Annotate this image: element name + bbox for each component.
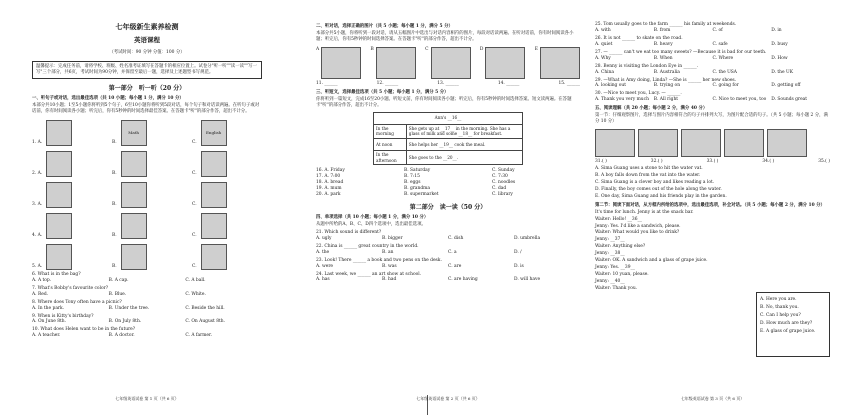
dialogue	[595, 210, 735, 292]
option-letter: B.	[112, 170, 117, 176]
section3-title: 三、听短文，选择最佳选项（共 5 小题；每小题 1 分，满分 5 分）	[316, 89, 449, 95]
answer-option: C. A farmer.	[185, 333, 213, 339]
answer-option: C. library	[492, 192, 513, 197]
option-letter: C.	[192, 201, 197, 207]
story-sentence: A. Sima Guang uses a stone to hit the water vat.	[595, 166, 703, 171]
answer-option: A. looking out	[595, 83, 626, 89]
question-stem: 23. Look! There ______ a book and two pens on the desk.	[316, 257, 442, 263]
question-stem: 26. It is not ______ to skate on the road.	[595, 35, 683, 41]
exam-meta: （考试时间：90 分钟 分值：100 分）	[109, 50, 185, 56]
story-picture	[638, 129, 678, 157]
page-3	[595, 0, 830, 419]
answer-option: C. On August 8th.	[185, 319, 225, 325]
answer-option: A. Thank you very much	[595, 97, 649, 103]
option-picture	[201, 151, 227, 177]
option-picture	[121, 213, 147, 239]
box-option: A. Here you are.	[760, 297, 797, 302]
question-options	[316, 277, 580, 283]
answer-option: B. Australia	[653, 69, 680, 75]
question-stem: 6. What is in the bag?	[32, 271, 81, 277]
dialogue-line: Jenny: __40__	[595, 279, 625, 284]
answer-option: A. China	[595, 69, 614, 75]
answer-option: B. 7:15	[404, 174, 420, 180]
question-stem: 10. What does Helen want to be in the future?	[32, 327, 136, 333]
listening-picture	[535, 47, 580, 79]
option-picture: Math	[121, 120, 147, 146]
question-options	[32, 292, 262, 298]
answer-option: D. How	[771, 55, 788, 61]
dialogue-line: Jenny: Yes. I'd like a sandwich, please.	[595, 223, 681, 229]
answer-option: 16. A. Friday	[316, 168, 345, 174]
answer-option: C. 7:30	[492, 174, 508, 180]
option-picture	[201, 244, 227, 270]
answer-option: B. Under the tree.	[108, 305, 150, 311]
question-options	[595, 42, 830, 48]
option-picture	[201, 182, 227, 208]
answer-option: B. On July 8th.	[108, 319, 142, 325]
answer-blank: 33.( )	[706, 159, 719, 165]
option-letter: B.	[112, 201, 117, 207]
question-options	[316, 264, 580, 270]
answer-option: D. /	[514, 249, 522, 255]
answer-option: B. A cap.	[108, 277, 129, 283]
question-stem: 7. What's Bobby's favourite color?	[32, 285, 109, 291]
answer-option: B. was	[382, 263, 397, 269]
picture-option	[192, 182, 262, 208]
question-stem: 9. When is Kitty's birthday?	[32, 313, 94, 319]
option-letter: C.	[192, 170, 197, 176]
answer-blank: 14. ______	[497, 80, 520, 86]
answer-option: B. from	[653, 27, 671, 33]
story-picture	[767, 129, 807, 157]
picture-letter: E	[534, 46, 538, 52]
multiple-choice-questions-cont	[595, 22, 830, 103]
picture-box	[485, 47, 525, 79]
dialogue-line: Jenny: __38__	[595, 251, 625, 257]
picture-option	[32, 151, 102, 177]
answer-option: A. has	[316, 277, 330, 283]
question-stem: 30. —Nice to meet you, Lucy. — ______.	[595, 91, 682, 97]
answer-option: C. Nice to meet you, too	[712, 97, 767, 103]
picture-option	[192, 213, 262, 239]
listening-question-row	[316, 192, 580, 198]
exam-title: 七年级新生素养检测	[115, 22, 179, 31]
picture-letter: A	[316, 46, 320, 52]
option-letter: B.	[112, 263, 117, 269]
part1-title: 第一部分 听一听（20 分）	[108, 85, 186, 93]
dialogue-line: Waiter: Hello! __36__	[595, 216, 642, 222]
answer-option: D. umbrella	[514, 235, 541, 241]
part2-title: 第二部分 读一读（50 分）	[409, 203, 487, 211]
section2-pictures	[316, 47, 580, 79]
answer-option: D. busy	[771, 41, 788, 47]
answer-option: B. grandma	[404, 186, 430, 192]
section5-title: 五、阅读理解（共 20 小题；每小题 2 分，满分 40 分）	[595, 106, 708, 112]
question-options	[316, 236, 580, 242]
page-1	[32, 0, 262, 419]
option-picture	[121, 151, 147, 177]
picture-question-row	[32, 150, 262, 177]
schedule-content: She helps her __19__ cook the meal.	[406, 138, 522, 150]
answer-option: D. is	[514, 263, 524, 269]
answer-option: C. are	[448, 263, 462, 269]
picture-box	[321, 47, 361, 79]
option-picture	[46, 244, 72, 270]
answer-option: A. On June 8th.	[32, 319, 66, 325]
question-stem: 27. — ______ can't we eat too many sweets? —Because it is bad for our teeth.	[595, 49, 767, 55]
answer-option: B. A doctor.	[108, 333, 135, 339]
section2-answer-line	[316, 81, 580, 87]
picture-option	[112, 120, 182, 146]
dialogue-line: Waiter: 10 yuan, please.	[595, 272, 649, 278]
question-stem: 24. Last week, we ______ an art show at school.	[316, 271, 422, 277]
picture-question-row	[32, 243, 262, 270]
story-pictures	[595, 129, 830, 157]
question-options	[595, 28, 830, 34]
option-picture	[46, 182, 72, 208]
story-sentences	[595, 166, 830, 200]
answer-option: C. a	[448, 249, 457, 255]
dialogue-line: Waiter: OK. A sandwich and a glass of grape juice.	[595, 258, 708, 264]
schedule-content: She goes to the __20__.	[406, 150, 522, 164]
answer-option: 17. A. 7:00	[316, 174, 341, 180]
answer-option: B. When	[653, 55, 673, 61]
answer-option: A. quiet	[595, 41, 613, 47]
answer-option: C. Beside the hill.	[185, 305, 225, 311]
answer-option: D. in	[771, 27, 782, 33]
box-option: C. Can I help you?	[760, 312, 801, 318]
story-sentence: D. Finally, the boy comes out of the hole along the water.	[595, 186, 722, 192]
story-answer-line	[595, 159, 830, 165]
story-picture	[681, 129, 721, 157]
answer-blank: 34.( )	[762, 159, 775, 165]
listening-picture	[425, 47, 470, 79]
answer-option: B. bigger	[382, 235, 403, 241]
answer-option: C. of	[712, 27, 723, 33]
option-picture: English	[201, 120, 227, 146]
picture-letter: D	[479, 46, 484, 52]
question-options	[595, 70, 830, 76]
box-option: B. No, thank you.	[760, 304, 799, 310]
notice-box: 温馨提示：完成任务前，请将学校、班级、姓名准考证填写在答题卡的相应位置上。试卷分"听一听""读一读""写一写"三个部分，共6页，考试时间为90分钟，并保留至最后一题，选择及上述题型书写规范。	[32, 61, 262, 79]
answer-blank: 13. ______	[437, 80, 459, 86]
dialogue-line: Waiter: Thank you.	[595, 285, 638, 291]
answer-option: 19. A. mum	[316, 186, 342, 192]
picture-option	[32, 244, 102, 270]
story-sentence: C. Sima Guang is a clever boy and likes reading a lot.	[595, 179, 715, 185]
answer-option: C. Where	[712, 55, 734, 61]
answer-option: C. dad	[492, 186, 507, 192]
option-letter: 1. A.	[32, 139, 43, 145]
picture-box	[540, 47, 580, 79]
answer-option: B. eggs	[404, 180, 421, 186]
option-picture	[121, 182, 147, 208]
picture-option	[112, 213, 182, 239]
text-questions	[32, 272, 262, 339]
answer-option: C. the USA	[712, 69, 737, 75]
page2-footer: 七年级英语试卷 第 2 页（共 6 页）	[416, 395, 480, 401]
answer-option: B. had	[382, 277, 397, 283]
answer-option: A. were	[316, 263, 334, 269]
answer-option: B. heavy	[653, 41, 673, 47]
answer-option: C. Sunday	[492, 168, 515, 174]
dialogue-line: Jenny: Yes. __39__	[595, 265, 635, 271]
question-options	[32, 278, 262, 284]
option-letter: C.	[192, 139, 197, 145]
picture-option	[32, 182, 102, 208]
section1-instructions: 本部分共10小题；1至5小题你将听到5个句子，6至10小题你将听到5段对话，每个句子和对话读两遍。在听句子或对话前，你有时间阅读各小题；听完后，你有5秒钟的时间选择最佳答案。在答题卡"听"的部分作答，超出不计分。	[32, 103, 260, 114]
dialogue-line: It's time for lunch. Jenny is at the snack bar.	[595, 209, 694, 215]
exam-subtitle: 英语课程	[134, 36, 160, 45]
picture-question-row	[32, 181, 262, 208]
picture-option	[112, 151, 182, 177]
answer-blank: 32.( )	[650, 159, 663, 165]
answer-option: A. A teacher.	[32, 333, 61, 339]
dialogue-line: Waiter: Anything else?	[595, 244, 646, 250]
picture-option	[32, 213, 102, 239]
question-stem: 25. Tom usually goes to the farm ______ his family at weekends.	[595, 22, 737, 27]
answer-option: D. the UK	[771, 69, 793, 75]
answer-option: C. White.	[185, 291, 206, 297]
answer-blank: 31.( )	[595, 159, 607, 165]
answer-option: 18. A. bread	[316, 180, 344, 186]
option-letter: C.	[192, 232, 197, 238]
answer-option: C. safe	[712, 41, 728, 47]
listening-picture	[480, 47, 526, 79]
answer-blank: 15. ______	[558, 80, 580, 86]
picture-box	[431, 47, 471, 79]
option-picture	[46, 120, 72, 146]
schedule-table	[373, 112, 523, 166]
answer-option: D. will have	[514, 277, 541, 283]
picture-option	[112, 244, 182, 270]
section3-instructions: 你将听到一篇短文，完成16至20小题。听短文前，你有时间阅读各小题；听完后，你有5秒钟的时间选择答案。短文读两遍。在答题卡"听"的部分作答，超出不计分。	[316, 96, 572, 108]
picture-option	[192, 120, 262, 146]
answer-option: D. Sounds great	[771, 97, 808, 103]
answer-option: B. Blue.	[108, 291, 127, 297]
answer-option: A. In the park.	[32, 305, 65, 311]
picture-letter: B	[370, 46, 374, 52]
answer-option: C. A ball.	[185, 277, 206, 283]
picture-option	[192, 244, 262, 270]
listening-picture	[316, 47, 361, 79]
schedule-time: In the afternoon	[374, 150, 407, 164]
schedule-header: Ann's __16__	[374, 112, 523, 124]
box-option: E. A glass of grape juice.	[760, 328, 816, 334]
dialogue-options-box	[756, 292, 830, 357]
option-letter: 3. A.	[32, 201, 43, 207]
answer-blank: 11. ______	[316, 80, 338, 86]
schedule-content: She gets up at __17__ in the morning. She has a glass of milk and some __18__ for breakfast.	[406, 124, 522, 138]
question-options	[595, 83, 830, 89]
section4-title: 四、单项选择（共 10 小题；每小题 1 分，满分 10 分）	[316, 215, 429, 221]
schedule-time: At noon	[374, 138, 407, 150]
story-sentence: E. One day, Sima Guang and his friends play in the garden.	[595, 193, 727, 199]
option-letter: 5. A.	[32, 263, 43, 269]
dialogue-line: Jenny: __37__	[595, 237, 625, 243]
answer-option: B. All right	[653, 97, 679, 103]
section1-title: 一、听句子或对话，选出最佳选项（共 10 小题；每小题 1 分，满分 10 分）	[32, 96, 184, 102]
option-picture	[46, 151, 72, 177]
answer-option: B. Saturday	[404, 168, 431, 174]
schedule-time: In the morning	[374, 124, 407, 138]
answer-option: C. noodles	[492, 180, 516, 186]
question-stem: 29. —What is Amy doing, Linda? —She is ______ her new shoes.	[595, 77, 737, 83]
answer-option: A. A top.	[32, 277, 52, 283]
picture-questions	[32, 119, 262, 270]
page1-footer: 七年级英语试卷 第 1 页（共 6 页）	[115, 395, 179, 401]
picture-option	[112, 182, 182, 208]
answer-option: C. going for	[712, 83, 739, 89]
question-options	[316, 250, 580, 256]
story-sentence: B. A boy falls down from the vat into the water.	[595, 172, 701, 178]
page-2	[316, 0, 580, 419]
section4-instructions: 从题中所给的A、B、C、D四个选项中，选出最佳选项。	[316, 221, 426, 227]
answer-option: A. Red.	[32, 291, 49, 297]
question-options	[595, 97, 830, 103]
section2-instructions: 本部分共5小题，你将听到一段对话，请从五幅图片中选出与对话内容相符的图片，每段对话读两遍。在听对话前，你有时间阅读各小题；听完后，你有5秒钟的时间选择答案。在答题卡"听"的部分作答，超出不计分。	[316, 30, 574, 42]
question-stem: 8. Where does Tony often have a picnic?	[32, 299, 122, 305]
picture-question-row	[32, 212, 262, 239]
option-letter: B.	[112, 232, 117, 238]
answer-option: B. an	[382, 249, 394, 255]
multiple-choice-questions	[316, 230, 580, 284]
question-stem: 28. Benny is visiting the London Eye in ______.	[595, 63, 699, 69]
answer-option: C. dish	[448, 235, 464, 241]
answer-option: 20. A. park	[316, 192, 341, 197]
question-options	[32, 333, 262, 339]
answer-option: A. the	[316, 249, 330, 255]
picture-option	[192, 151, 262, 177]
answer-option: B. supermarket	[404, 192, 439, 197]
question-options	[32, 306, 262, 312]
answer-option: C. are having	[448, 277, 478, 283]
answer-option: A. Why	[595, 55, 611, 61]
option-letter: 4. A.	[32, 232, 43, 238]
dialogue-line: Waiter: What would you like to drink?	[595, 230, 680, 236]
question-options	[595, 56, 830, 62]
box-option: D. How much are they?	[760, 320, 813, 326]
listening-picture	[371, 47, 416, 79]
page3-footer: 七年级英语试卷 第 3 页（共 6 页）	[680, 395, 745, 401]
section2-title: 二、听对话，选择正确的图片（共 5 小题；每小题 1 分，满分 5 分）	[316, 24, 453, 29]
section5-sub2: 第二节：阅读下面对话，从方框内所给的选项中，选出最佳选项，补全对话。（共 5 小题；每小题 2 分，满分 10 分）	[595, 202, 825, 208]
option-letter: C.	[192, 263, 197, 269]
option-letter: 2. A.	[32, 170, 43, 176]
question-options	[32, 319, 262, 325]
picture-letter: C	[425, 46, 429, 52]
option-picture	[46, 213, 72, 239]
picture-option	[32, 120, 102, 146]
answer-option: B. trying on	[653, 83, 681, 89]
picture-box	[376, 47, 416, 79]
answer-option: D. getting off	[771, 83, 801, 89]
question-stem: 21. Which sound is different?	[316, 229, 382, 235]
option-letter: B.	[112, 139, 117, 145]
answer-option: A. with	[595, 27, 611, 33]
answer-option: A. ugly	[316, 235, 332, 241]
section5-sub1: 第一节：仔细观察图片，选择与图片内容相符合的句子并排列大写，为图片配合适的句子。（共 5 小题；每小题 2 分，满分 10 分）	[595, 113, 828, 125]
option-picture	[121, 244, 147, 270]
listening-questions	[316, 168, 580, 198]
picture-question-row	[32, 119, 262, 146]
answer-blank: 35.( )	[818, 159, 830, 165]
answer-blank: 12. ______	[376, 80, 399, 86]
story-picture	[724, 129, 764, 157]
story-picture	[595, 129, 635, 157]
question-stem: 22. China is ______ great country in the world.	[316, 243, 419, 249]
option-picture	[201, 213, 227, 239]
